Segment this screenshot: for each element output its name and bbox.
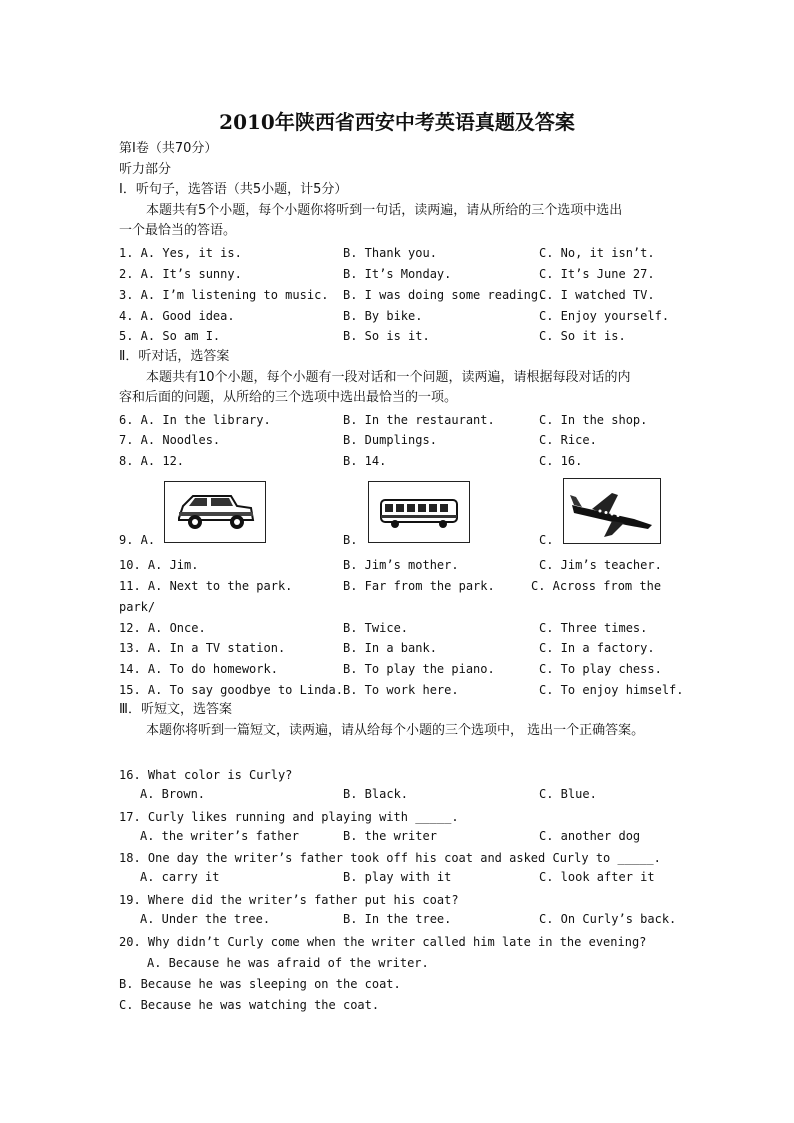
section2-instruction-cont: 容和后面的问题，从所给的三个选项中选出最恰当的一项。 bbox=[119, 390, 458, 405]
option-c: C. Three times. bbox=[539, 621, 648, 635]
part-heading: 第Ⅰ卷（共70分） bbox=[119, 141, 218, 156]
option-b: B. bbox=[343, 533, 358, 547]
option-b: B. Dumplings. bbox=[343, 433, 437, 447]
question-row bbox=[119, 579, 719, 597]
section1-instruction-cont: 一个最恰当的答语。 bbox=[119, 223, 237, 238]
option-a: A. Brown. bbox=[140, 787, 206, 801]
option-c: C. Across from the bbox=[531, 579, 662, 593]
question-18: 18. One day the writer’s father took off his coat and asked Curly to _____. bbox=[119, 851, 661, 865]
option-20-c: C. Because he was watching the coat. bbox=[119, 998, 380, 1012]
question-17: 17. Curly likes running and playing with _____. bbox=[119, 810, 459, 824]
options-18 bbox=[119, 870, 719, 888]
section1-instruction: 本题共有5个小题，每个小题你将听到一句话，读两遍，请从所给的三个选项中选出 bbox=[146, 203, 623, 218]
option-c: C. In the shop. bbox=[539, 413, 648, 427]
option-a: 7. A. Noodles. bbox=[119, 433, 221, 447]
option-a: 11. A. Next to the park. bbox=[119, 579, 293, 593]
option-c: C. another dog bbox=[539, 829, 641, 843]
question-row bbox=[119, 288, 719, 306]
option-a: 3. A. I’m listening to music. bbox=[119, 288, 329, 302]
page-title: 2010年陕西省西安中考英语真题及答案 bbox=[219, 110, 575, 134]
section3-instruction: 本题你将听到一篇短文，读两遍，请从给每个小题的三个选项中， 选出一个正确答案。 bbox=[146, 723, 645, 738]
question-row bbox=[119, 309, 719, 327]
option-a: 5. A. So am I. bbox=[119, 329, 221, 343]
option-c: C. look after it bbox=[539, 870, 655, 884]
section2-instruction: 本题共有10个小题，每个小题有一段对话和一个问题，读两遍，请根据每段对话的内 bbox=[146, 370, 631, 385]
option-a: 10. A. Jim. bbox=[119, 558, 199, 572]
option-b: B. By bike. bbox=[343, 309, 423, 323]
question-20: 20. Why didn’t Curly come when the writer called him late in the evening? bbox=[119, 935, 647, 949]
option-a: 15. A. To say goodbye to Linda. bbox=[119, 683, 343, 697]
question-row bbox=[119, 662, 719, 680]
option-c: C. Blue. bbox=[539, 787, 597, 801]
option-b: B. In a bank. bbox=[343, 641, 437, 655]
question-row bbox=[119, 267, 719, 285]
option-a: 1. A. Yes, it is. bbox=[119, 246, 242, 260]
option-b: B. To work here. bbox=[343, 683, 459, 697]
question-row bbox=[119, 683, 719, 701]
option-b: B. Black. bbox=[343, 787, 409, 801]
option-b: B. 14. bbox=[343, 454, 387, 468]
option-a: 6. A. In the library. bbox=[119, 413, 271, 427]
option-b: B. To play the piano. bbox=[343, 662, 495, 676]
option-c: C. 16. bbox=[539, 454, 583, 468]
option-c: C. On Curly’s back. bbox=[539, 912, 677, 926]
option-b: B. the writer bbox=[343, 829, 437, 843]
option-b: B. I was doing some reading. bbox=[343, 288, 546, 302]
option-b: B. Thank you. bbox=[343, 246, 437, 260]
section2-heading: Ⅱ．听对话，选答案 bbox=[119, 349, 230, 364]
question-row bbox=[119, 558, 719, 576]
options-16 bbox=[119, 787, 719, 805]
option-c: C. Jim’s teacher. bbox=[539, 558, 662, 572]
option-b: B. Far from the park. bbox=[343, 579, 495, 593]
option-c: C. So it is. bbox=[539, 329, 626, 343]
options-17 bbox=[119, 829, 719, 847]
option-b: B. It’s Monday. bbox=[343, 267, 452, 281]
option-a: A. Under the tree. bbox=[140, 912, 271, 926]
option-a: 8. A. 12. bbox=[119, 454, 185, 468]
question-row bbox=[119, 454, 719, 472]
option-b: B. So is it. bbox=[343, 329, 430, 343]
option-20-a: A. Because he was afraid of the writer. bbox=[147, 956, 429, 970]
question-row bbox=[119, 641, 719, 659]
option-c: C. No, it isn’t. bbox=[539, 246, 655, 260]
option-b: B. Jim’s mother. bbox=[343, 558, 459, 572]
option-20-b: B. Because he was sleeping on the coat. bbox=[119, 977, 401, 991]
option-c: C. It’s June 27. bbox=[539, 267, 655, 281]
option-c: C. In a factory. bbox=[539, 641, 655, 655]
question-row-cont bbox=[119, 600, 719, 618]
question-row bbox=[119, 246, 719, 264]
option-b: B. Twice. bbox=[343, 621, 409, 635]
question-row bbox=[119, 413, 719, 431]
option-b: B. In the restaurant. bbox=[343, 413, 495, 427]
section3-heading: Ⅲ．听短文，选答案 bbox=[119, 702, 232, 717]
option-a: 2. A. It’s sunny. bbox=[119, 267, 242, 281]
option-c: C. I watched TV. bbox=[539, 288, 655, 302]
option-c: C. To enjoy himself. bbox=[539, 683, 684, 697]
listening-heading: 听力部分 bbox=[119, 162, 172, 177]
option-c: C. Rice. bbox=[539, 433, 597, 447]
question-16: 16. What color is Curly? bbox=[119, 768, 293, 782]
option-b: B. In the tree. bbox=[343, 912, 452, 926]
option-a-cont: park/ bbox=[119, 600, 156, 614]
option-c: C. bbox=[539, 533, 554, 547]
option-a: A. the writer’s father bbox=[140, 829, 299, 843]
options-19 bbox=[119, 912, 719, 930]
option-a: A. carry it bbox=[140, 870, 220, 884]
question-row bbox=[119, 433, 719, 451]
section1-heading: Ⅰ．听句子，选答语（共5小题，计5分） bbox=[119, 182, 348, 197]
option-a: 13. A. In a TV station. bbox=[119, 641, 286, 655]
question-row bbox=[119, 533, 719, 551]
option-a: 9. A. bbox=[119, 533, 156, 547]
option-c: C. To play chess. bbox=[539, 662, 662, 676]
option-c: C. Enjoy yourself. bbox=[539, 309, 670, 323]
option-a: 14. A. To do homework. bbox=[119, 662, 278, 676]
option-a: 4. A. Good idea. bbox=[119, 309, 235, 323]
option-a: 12. A. Once. bbox=[119, 621, 206, 635]
question-row bbox=[119, 329, 719, 347]
question-row bbox=[119, 621, 719, 639]
option-b: B. play with it bbox=[343, 870, 452, 884]
question-19: 19. Where did the writer’s father put his coat? bbox=[119, 893, 459, 907]
